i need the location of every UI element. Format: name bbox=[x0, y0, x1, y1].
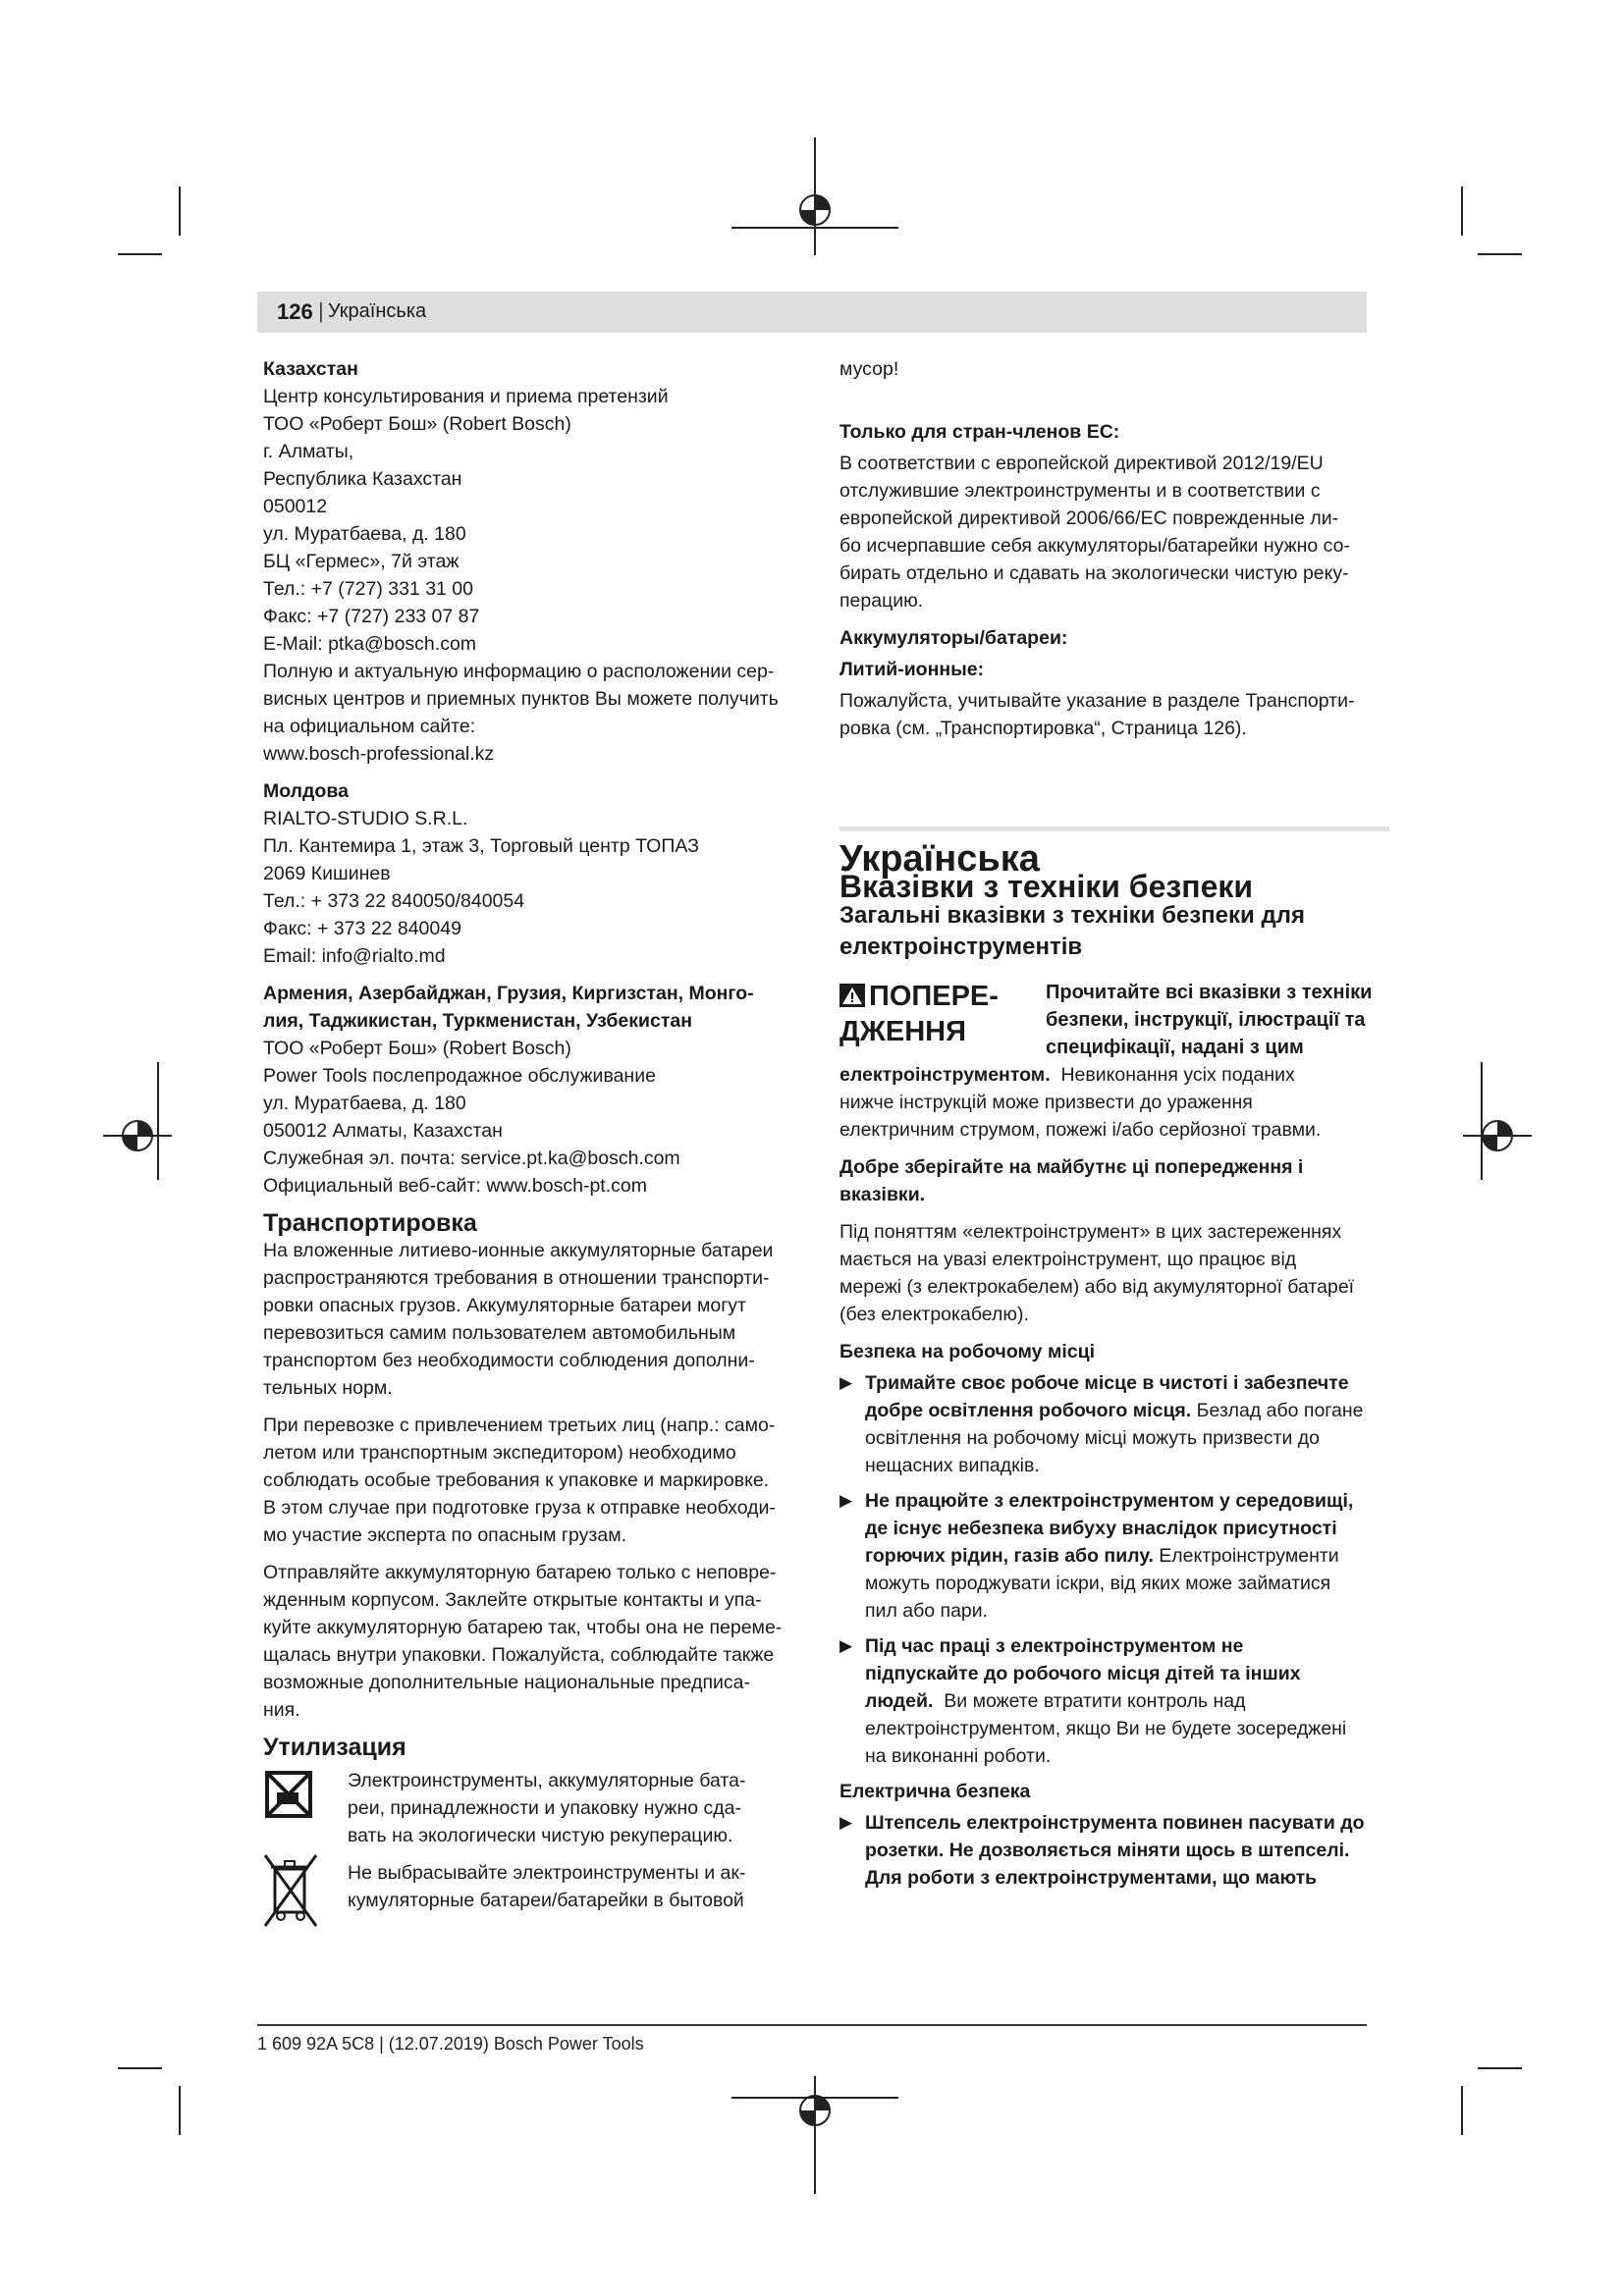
registration-mark-icon bbox=[731, 137, 898, 255]
warning-signal-word bbox=[839, 979, 1046, 1061]
crop-mark bbox=[1461, 2086, 1463, 2135]
text-line: Республика Казахстан bbox=[263, 468, 462, 490]
keep-title: вказівки. bbox=[839, 1184, 926, 1205]
warning-block bbox=[839, 979, 1389, 1061]
bold-text: горючих рідин, газів або пилу. bbox=[865, 1545, 1154, 1567]
registration-mark-icon bbox=[1463, 1101, 1532, 1170]
weee-crossed-box-icon bbox=[263, 1767, 314, 1822]
text-line: Email: info@rialto.md bbox=[263, 945, 446, 967]
text-line: Електроінструменти bbox=[1159, 1545, 1339, 1567]
disposal-title: Утилизация bbox=[263, 1734, 406, 1761]
electric-safety-title: Електрична безпека bbox=[839, 1781, 1031, 1802]
text-line: ТОО «Роберт Бош» (Robert Bosch) bbox=[263, 413, 571, 435]
text-line: (без електрокабелю). bbox=[839, 1304, 1029, 1325]
text-line: Ви можете втратити контроль над bbox=[944, 1690, 1246, 1712]
kazakhstan-title: Казахстан bbox=[263, 358, 358, 380]
text-line: освітлення на робочому місці можуть призвести до bbox=[865, 1427, 1321, 1449]
disposal-icons bbox=[263, 1767, 318, 1942]
cis-block bbox=[263, 980, 808, 1200]
text-line: Штепсель електроінструмента повинен пасувати до bbox=[865, 1812, 1365, 1834]
section-rule bbox=[839, 827, 1389, 831]
crop-mark bbox=[118, 253, 162, 255]
warning-continuation bbox=[839, 1061, 1389, 1144]
text-line: Тел.: +7 (727) 331 31 00 bbox=[263, 578, 473, 600]
bullet-arrow-icon: ▶ bbox=[839, 1636, 853, 1655]
text-line: Під поняттям «електроінструмент» в цих застереженнях bbox=[839, 1221, 1342, 1243]
crop-mark bbox=[1478, 253, 1522, 255]
text-line: 050012 bbox=[263, 496, 328, 517]
text-line: щалась внутри упаковки. Пожалуйста, соблюдайте также bbox=[263, 1644, 775, 1666]
disposal-section bbox=[263, 1734, 808, 1942]
text-line: Электроинструменты, аккумуляторные бата- bbox=[348, 1770, 746, 1791]
batteries-title: Аккумуляторы/батареи: bbox=[839, 627, 1068, 649]
text-line: жденным корпусом. Заклейте открытые контакты и упа- bbox=[263, 1589, 762, 1611]
text-line: Безлад або погане bbox=[1196, 1400, 1364, 1421]
transport-title: Транспортировка bbox=[263, 1209, 477, 1237]
text-line: европейской директивой 2006/66/EC поврежденные ли- bbox=[839, 507, 1339, 529]
text-line: Официальный веб-сайт: www.bosch-pt.com bbox=[263, 1175, 647, 1197]
text-line: ровка (см. „Транспортировка“, Страница 126). bbox=[839, 718, 1247, 739]
text-line: Power Tools послепродажное обслуживание bbox=[263, 1065, 656, 1087]
text-line: перевозиться самим пользователем автомобильным bbox=[263, 1322, 736, 1344]
transport-section bbox=[263, 1209, 808, 1724]
text-line: тельных норм. bbox=[263, 1377, 393, 1399]
text-line: на официальном сайте: bbox=[263, 716, 476, 737]
text-line: реи, принадлежности и упаковку нужно сда- bbox=[348, 1797, 741, 1819]
crop-mark bbox=[1478, 2067, 1522, 2069]
batteries-subtitle: Литий-ионные: bbox=[839, 659, 985, 680]
text-line: RIALTO-STUDIO S.R.L. bbox=[263, 808, 468, 829]
moldova-block bbox=[263, 777, 808, 970]
text-line: летом или транспортным экспедитором) необходимо bbox=[263, 1442, 736, 1464]
text-line: ТОО «Роберт Бош» (Robert Bosch) bbox=[263, 1038, 571, 1059]
batteries-block bbox=[839, 624, 1389, 742]
bold-text: електроінструментом. bbox=[839, 1064, 1051, 1086]
text-line: БЦ «Гермес», 7й этаж bbox=[263, 551, 460, 572]
text-line: мо участие эксперта по опасным грузам. bbox=[263, 1524, 627, 1546]
bold-text: людей. bbox=[865, 1690, 934, 1712]
text-line: на виконанні роботи. bbox=[865, 1745, 1052, 1767]
text-line: специфікації, надані з цим bbox=[1046, 1037, 1304, 1058]
text-line: Тримайте своє робоче місце в чистоті і забезпечте bbox=[865, 1372, 1349, 1394]
bullet-arrow-icon: ▶ bbox=[839, 1373, 853, 1392]
text-line: перацию. bbox=[839, 590, 924, 612]
warning-word: ДЖЕННЯ bbox=[839, 1016, 966, 1047]
paragraph bbox=[348, 1767, 745, 1849]
left-column bbox=[263, 355, 808, 1942]
definition-paragraph bbox=[839, 1218, 1389, 1328]
text-line: В соответствии с европейской директивой 2012/19/EU bbox=[839, 453, 1324, 474]
text-line: Факс: +7 (727) 233 07 87 bbox=[263, 606, 480, 627]
text-line: транспортом без необходимости соблюдения дополни- bbox=[263, 1350, 755, 1371]
registration-mark-icon bbox=[103, 1101, 172, 1170]
disposal-content bbox=[263, 1767, 808, 1942]
text-line: Полную и актуальную информацию о расположении сер- bbox=[263, 661, 775, 682]
header-language: Українська bbox=[328, 300, 427, 322]
keep-instructions bbox=[839, 1153, 1389, 1208]
text-line: ровки опасных грузов. Аккумуляторные батареи могут bbox=[263, 1295, 746, 1316]
text-line: мається на увазі електроінструмент, що працює від bbox=[839, 1249, 1297, 1270]
crop-mark bbox=[179, 187, 181, 236]
safety-title: Вказівки з техніки безпеки bbox=[839, 869, 1254, 904]
bullet-arrow-icon: ▶ bbox=[839, 1813, 853, 1832]
text-line: Отправляйте аккумуляторную батарею только с неповре- bbox=[263, 1562, 777, 1583]
text-line: ул. Муратбаева, д. 180 bbox=[263, 1093, 466, 1114]
warning-text bbox=[1046, 979, 1372, 1061]
text-line: На вложенные литиево-ионные аккумуляторные батареи bbox=[263, 1240, 774, 1261]
text-line: підпускайте до робочого місця дітей та інших bbox=[865, 1663, 1301, 1684]
text-line: розетки. Не дозволяється міняти щось в штепселі. bbox=[865, 1840, 1350, 1861]
crop-mark bbox=[179, 2086, 181, 2135]
footer-rule bbox=[257, 2024, 1367, 2026]
page-header bbox=[257, 292, 1367, 333]
text-line: мережі (з електрокабелем) або від акумуляторної батареї bbox=[839, 1276, 1355, 1298]
warning-triangle-icon bbox=[839, 984, 865, 1007]
text-line: Не выбрасывайте электроинструменты и ак- bbox=[348, 1862, 746, 1884]
text-line: електроінструментом, якщо Ви не будете зосереджені bbox=[865, 1718, 1347, 1739]
section-title: Українська bbox=[839, 838, 1040, 880]
text-line: 050012 Алматы, Казахстан bbox=[263, 1120, 503, 1142]
text-line: При перевозке с привлечением третьих лиц (напр.: само- bbox=[263, 1415, 776, 1436]
text-line: пил або пари. bbox=[865, 1600, 989, 1622]
text-line: Для роботи з електроінструментами, що мають bbox=[865, 1867, 1318, 1889]
text-line: Факс: + 373 22 840049 bbox=[263, 918, 461, 939]
text-line: куйте аккумуляторную батарею так, чтобы она не переме- bbox=[263, 1617, 783, 1638]
text-line: возможные дополнительные национальные предписа- bbox=[263, 1672, 751, 1693]
text-line: нижче інструкцій може призвести до ураження bbox=[839, 1092, 1253, 1113]
text-line: де існує небезпека вибуху внаслідок присутності bbox=[865, 1518, 1337, 1539]
text-line: нещасних випадків. bbox=[865, 1455, 1040, 1476]
page-number: 126 bbox=[277, 299, 313, 324]
bullet-item bbox=[839, 1809, 1389, 1892]
text-line: Служебная эл. почта: service.pt.ka@bosch.com bbox=[263, 1148, 680, 1169]
text-line: можуть породжувати іскри, від яких може займатися bbox=[865, 1573, 1331, 1594]
cis-title: лия, Таджикистан, Туркменистан, Узбекистан bbox=[263, 1010, 692, 1032]
text-line: кумуляторные батареи/батарейки в бытовой bbox=[348, 1890, 744, 1911]
text-line: E-Mail: ptka@bosch.com bbox=[263, 633, 477, 655]
text-line: Невиконання усіх поданих bbox=[1060, 1064, 1295, 1086]
registration-mark-icon bbox=[731, 2076, 898, 2194]
bullet-item bbox=[839, 1487, 1389, 1625]
text-line: бирать отдельно и сдавать на экологически чистую реку- bbox=[839, 562, 1349, 584]
header-separator: | bbox=[318, 298, 324, 323]
text-line: бо исчерпавшие себя аккумуляторы/батарейки нужно со- bbox=[839, 535, 1350, 557]
text-line: отслужившие электроинструменты и в соответствии с bbox=[839, 480, 1321, 502]
paragraph bbox=[263, 1559, 808, 1724]
paragraph bbox=[263, 1412, 808, 1549]
text-line: висных центров и приемных пунктов Вы можете получить bbox=[263, 688, 779, 710]
disposal-text bbox=[348, 1767, 745, 1942]
text-line: Тел.: + 373 22 840050/840054 bbox=[263, 890, 525, 912]
text-line: Пожалуйста, учитывайте указание в разделе Транспорти- bbox=[839, 690, 1355, 712]
title-line: електроінструментів bbox=[839, 934, 1083, 960]
text-line: г. Алматы, bbox=[263, 441, 354, 462]
eu-block bbox=[839, 418, 1389, 614]
moldova-title: Молдова bbox=[263, 780, 349, 802]
text-line: Під час праці з електроінструментом не bbox=[865, 1635, 1244, 1657]
text-line: електричним струмом, пожежі і/або серйозної травми. bbox=[839, 1119, 1322, 1141]
text-line: вать на экологически чистую рекуперацию. bbox=[348, 1825, 733, 1846]
crossed-bin-icon bbox=[263, 1851, 318, 1934]
general-safety-title bbox=[839, 900, 1389, 963]
eu-title: Только для стран-членов ЕС: bbox=[839, 421, 1120, 443]
text-line: безпеки, інструкції, ілюстрації та bbox=[1046, 1009, 1366, 1031]
text-line: Центр консультирования и приема претензий bbox=[263, 386, 669, 407]
keep-title: Добре зберігайте на майбутнє ці попередження і bbox=[839, 1156, 1304, 1178]
text-line: ул. Муратбаева, д. 180 bbox=[263, 523, 466, 545]
title-line: Загальні вказівки з техніки безпеки для bbox=[839, 902, 1305, 929]
paragraph bbox=[348, 1859, 745, 1914]
text-line: Пл. Кантемира 1, этаж 3, Торговый центр ТОПАЗ bbox=[263, 835, 699, 857]
crop-mark bbox=[1461, 187, 1463, 236]
text-line: В этом случае при подготовке груза к отправке необходи- bbox=[263, 1497, 776, 1519]
text-line: www.bosch-professional.kz bbox=[263, 743, 495, 765]
warning-word: ПОПЕРЕ- bbox=[869, 981, 999, 1012]
text-line: Не працюйте з електроінструментом у середовищі, bbox=[865, 1490, 1354, 1512]
work-area-title: Безпека на робочому місці bbox=[839, 1341, 1096, 1362]
cis-title: Армения, Азербайджан, Грузия, Киргизстан, Монго- bbox=[263, 983, 754, 1004]
right-column bbox=[839, 355, 1389, 1899]
kazakhstan-block bbox=[263, 355, 808, 768]
text-line: распространяются требования в отношении транспорти- bbox=[263, 1267, 770, 1289]
text-line: соблюдать особые требования к упаковке и маркировке. bbox=[263, 1469, 770, 1491]
paragraph bbox=[263, 1237, 808, 1402]
text-line: 2069 Кишинев bbox=[263, 863, 391, 884]
text-line: Прочитайте всі вказівки з техніки bbox=[1046, 982, 1373, 1003]
page-footer: 1 609 92A 5C8 | (12.07.2019) Bosch Power Tools bbox=[257, 2034, 644, 2054]
text-line: ния. bbox=[263, 1699, 300, 1721]
bullet-arrow-icon: ▶ bbox=[839, 1491, 853, 1510]
bullet-item bbox=[839, 1632, 1389, 1770]
crop-mark bbox=[118, 2067, 162, 2069]
bullet-item bbox=[839, 1369, 1389, 1479]
continuation-text: мусор! bbox=[839, 358, 899, 380]
bold-text: добре освітлення робочого місця. bbox=[865, 1400, 1192, 1421]
